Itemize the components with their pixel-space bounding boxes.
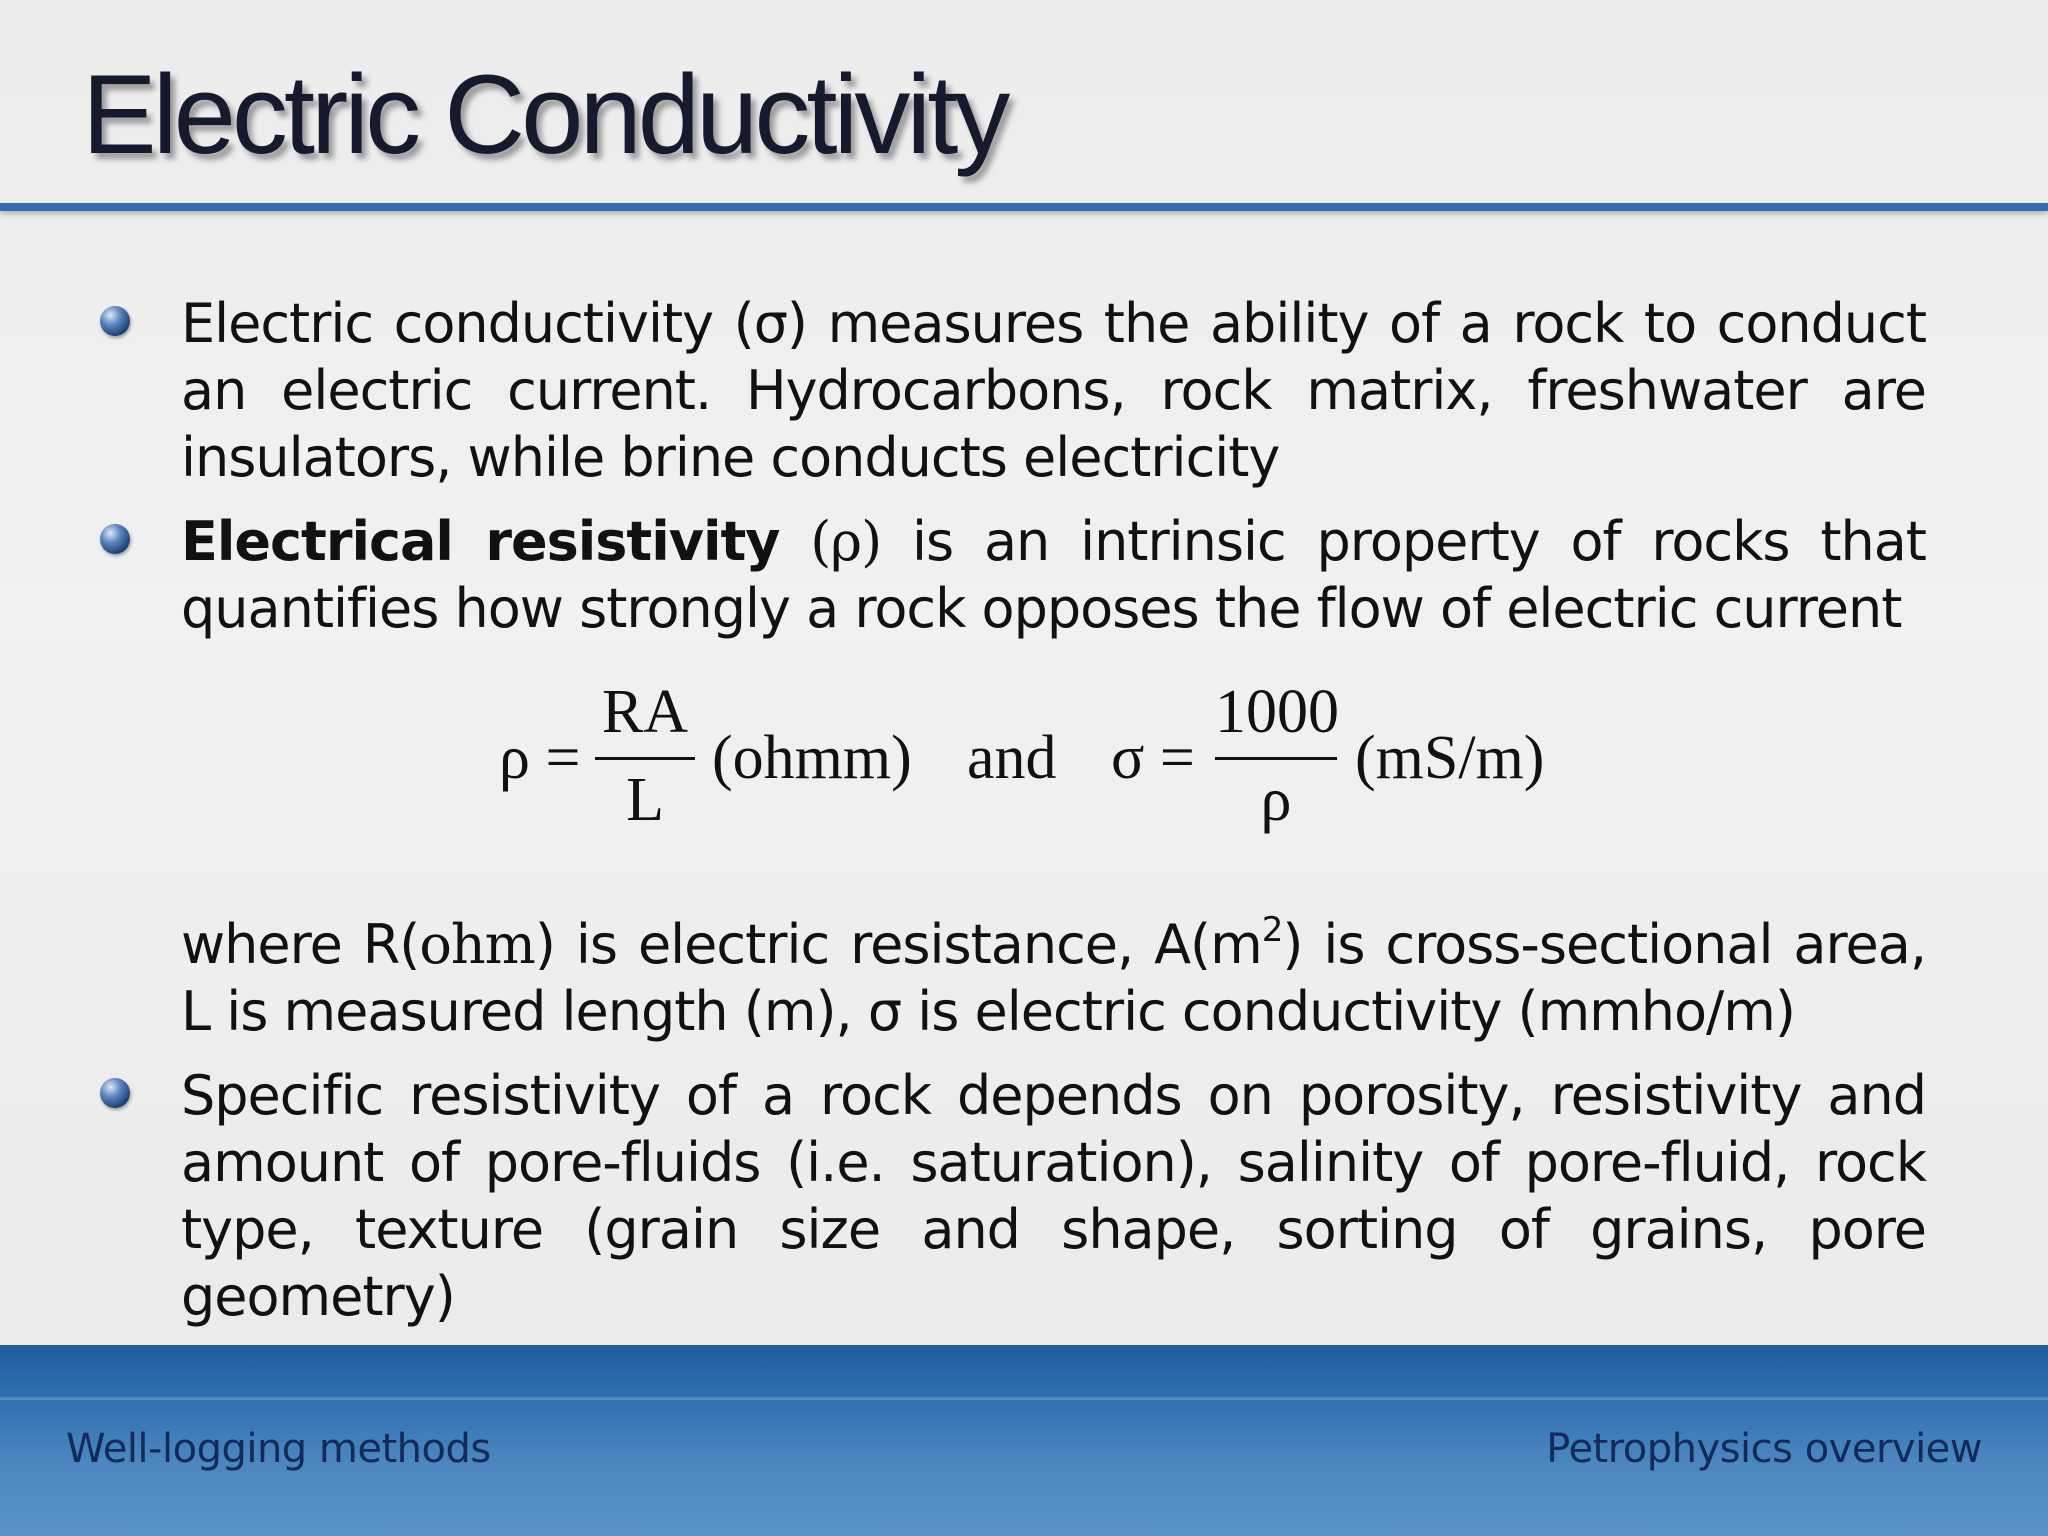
rho-unit: (ohmm) xyxy=(712,724,912,792)
where-text xyxy=(181,897,1926,1045)
resistivity-definition: is an intrinsic property of rocks that quantifies how strongly a rock opposes the flow of electric current xyxy=(181,510,1926,640)
formula-block xyxy=(100,677,1926,867)
formula-and: and xyxy=(967,724,1057,792)
where-explanation xyxy=(100,897,1926,1045)
rho-fraction-bar xyxy=(595,757,695,760)
sphere-bullet-icon xyxy=(100,524,130,554)
sigma-fraction-bar xyxy=(1215,757,1337,760)
rho-equals: ρ = xyxy=(499,724,581,792)
where-superscript: 2 xyxy=(1261,910,1283,950)
bullet-text-conductivity: Electric conductivity (σ) measures the ability of a rock to conduct an electric current. Hydrocarbons, rock matrix, freshwater are insulators, while brine conducts electricity xyxy=(181,292,1926,489)
title-divider xyxy=(0,203,2048,211)
sigma-unit: (mS/m) xyxy=(1355,724,1545,792)
bullet-text-specific-resistivity: Specific resistivity of a rock depends on porosity, resistivity and amount of pore-fluids (i.e. saturation), salinity of pore-fluid, rock type, texture (grain size and shape, sorting of grains, pore geometry) xyxy=(181,1064,1926,1328)
rho-symbol: (ρ) xyxy=(810,510,882,573)
slide-content xyxy=(100,290,1926,1330)
footer-right-text: Petrophysics overview xyxy=(1546,1426,1982,1472)
sphere-bullet-icon xyxy=(100,306,130,336)
rho-denominator: L xyxy=(626,766,664,834)
where-part-3: ) is cross-sectional area, L is measured length (m), σ is electric conductivity (mmho/m) xyxy=(181,913,1926,1043)
where-part-2: ) is electric resistance, A(m xyxy=(534,913,1262,976)
where-ohm: ohm xyxy=(419,913,535,976)
where-part-1: where R( xyxy=(181,913,420,976)
sphere-bullet-icon xyxy=(100,1078,130,1108)
footer-left-text: Well-logging methods xyxy=(66,1426,491,1472)
bullet-item-conductivity xyxy=(100,290,1926,491)
bullet-item-resistivity xyxy=(100,508,1926,642)
bullet-item-specific-resistivity xyxy=(100,1062,1926,1330)
sigma-denominator: ρ xyxy=(1260,766,1292,834)
sigma-numerator: 1000 xyxy=(1215,678,1339,746)
sigma-equals: σ = xyxy=(1111,724,1195,792)
rho-numerator: RA xyxy=(601,678,689,746)
bullet-text-resistivity xyxy=(181,508,1926,642)
resistivity-term: Electrical resistivity xyxy=(181,510,780,573)
slide-title: Electric Conductivity xyxy=(82,52,1007,177)
